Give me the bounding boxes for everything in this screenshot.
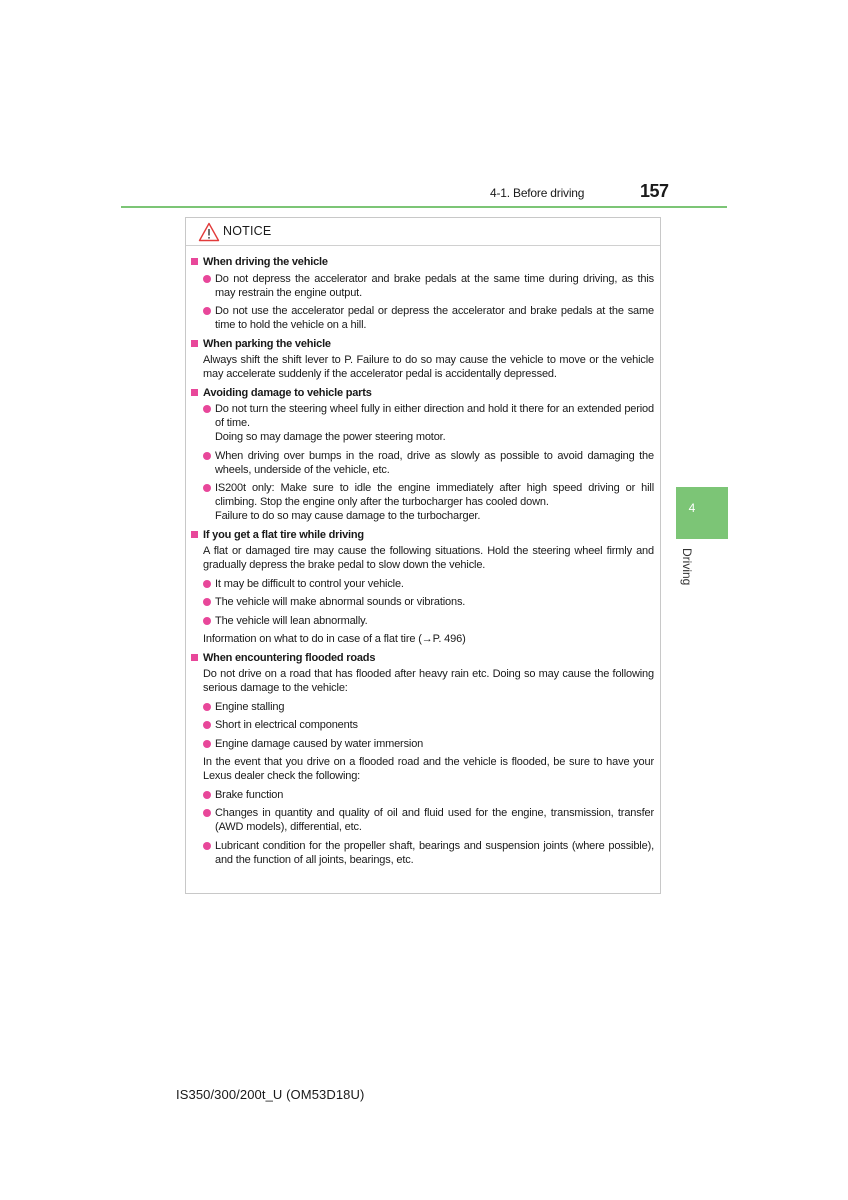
section-heading (191, 528, 660, 542)
bullet-item (203, 595, 654, 609)
paragraph: Information on what to do in case of a flat tire (→P. 496) (203, 633, 466, 645)
paragraph: In the event that you drive on a flooded road and the vehicle is flooded, be sure to have your Lexus dealer check the following: (203, 756, 654, 782)
header-rule (121, 206, 727, 208)
bullet-text: Lubricant condition for the propeller shaft, bearings and suspension joints (where possible), and the function of all joints, bearings, etc. (215, 839, 654, 866)
notice-title: NOTICE (223, 224, 272, 238)
round-bullet-icon (203, 617, 211, 625)
bullet-text: The vehicle will make abnormal sounds or vibrations. (215, 596, 466, 608)
section-heading-text: Avoiding damage to vehicle parts (203, 386, 372, 399)
square-bullet-icon (191, 340, 198, 347)
notice-box (185, 217, 661, 894)
bullet-text: Doing so may damage the power steering motor. (215, 431, 446, 443)
bullet-text: Changes in quantity and quality of oil and fluid used for the engine, transmission, transfer (AWD models), differential, etc. (215, 807, 654, 833)
notice-header (186, 218, 660, 246)
chapter-label: Driving (680, 548, 694, 586)
bullet-item (203, 788, 654, 802)
bullet-text: When driving over bumps in the road, drive as slowly as possible to avoid damaging the wheels, underside of the vehicle, etc. (215, 449, 654, 476)
bullet-item (203, 272, 654, 300)
bullet-item (203, 718, 654, 732)
section-heading (191, 337, 660, 351)
notice-content (186, 255, 660, 871)
round-bullet-icon (203, 452, 211, 460)
bullet-text: Do not turn the steering wheel fully in either direction and hold it there for an extended period of time. (215, 403, 654, 429)
round-bullet-icon (203, 791, 211, 799)
bullet-item (203, 577, 654, 591)
round-bullet-icon (203, 484, 211, 492)
round-bullet-icon (203, 307, 211, 315)
section-heading-text: When driving the vehicle (203, 256, 328, 268)
bullet-text: The vehicle will lean abnormally. (215, 614, 368, 627)
bullet-text: Engine damage caused by water immersion (215, 737, 424, 750)
bullet-item (203, 806, 654, 834)
paragraph: Always shift the shift lever to P. Failure to do so may cause the vehicle to move or the vehicle may accelerate suddenly if the accelerator pedal is accidentally depressed. (203, 354, 654, 380)
section-heading (191, 255, 660, 269)
round-bullet-icon (203, 721, 211, 729)
bullet-text: Do not depress the accelerator and brake pedals at the same time during driving, as this may restrain the engine output. (215, 272, 654, 299)
paragraph: A flat or damaged tire may cause the following situations. Hold the steering wheel firmly and gradually depress the brake pedal to slow down the vehicle. (203, 545, 654, 571)
warning-icon (198, 222, 220, 242)
bullet-text: IS200t only: Make sure to idle the engine immediately after high speed driving or hill climbing. Stop the engine only after the turbocharger has cooled down. (215, 482, 654, 508)
round-bullet-icon (203, 740, 211, 748)
round-bullet-icon (203, 809, 211, 817)
round-bullet-icon (203, 842, 211, 850)
bullet-item (203, 700, 654, 714)
section-heading-text: When encountering flooded roads (203, 651, 376, 664)
round-bullet-icon (203, 703, 211, 711)
bullet-item (203, 614, 654, 628)
round-bullet-icon (203, 405, 211, 413)
bullet-text: Short in electrical components (215, 719, 358, 731)
chapter-tab[interactable] (676, 487, 728, 539)
model-code: IS350/300/200t_U (OM53D18U) (176, 1087, 365, 1102)
bullet-text: Do not use the accelerator pedal or depress the accelerator and brake pedals at the same time to hold the vehicle on a hill. (215, 305, 654, 331)
chapter-number: 4 (688, 501, 696, 515)
square-bullet-icon (191, 531, 198, 538)
bullet-item (203, 481, 654, 523)
round-bullet-icon (203, 598, 211, 606)
paragraph: Do not drive on a road that has flooded after heavy rain etc. Doing so may cause the following serious damage to the vehicle: (203, 668, 654, 694)
bullet-text: It may be difficult to control your vehicle. (215, 577, 404, 590)
bullet-text: Engine stalling (215, 700, 285, 713)
round-bullet-icon (203, 580, 211, 588)
bullet-item (203, 839, 654, 867)
section-heading-text: If you get a flat tire while driving (203, 528, 364, 541)
square-bullet-icon (191, 258, 198, 265)
square-bullet-icon (191, 654, 198, 661)
page-number: 157 (640, 181, 669, 201)
bullet-item (203, 304, 654, 332)
bullet-item (203, 402, 654, 444)
bullet-text: Brake function (215, 788, 284, 801)
bullet-text: Failure to do so may cause damage to the turbocharger. (215, 510, 481, 522)
bullet-item (203, 737, 654, 751)
round-bullet-icon (203, 275, 211, 283)
section-heading (191, 386, 660, 400)
chapter-label-wrap (680, 548, 696, 608)
section-heading (191, 651, 660, 665)
section-title: 4-1. Before driving (490, 186, 585, 200)
bullet-item (203, 449, 654, 477)
section-heading-text: When parking the vehicle (203, 337, 331, 350)
square-bullet-icon (191, 389, 198, 396)
